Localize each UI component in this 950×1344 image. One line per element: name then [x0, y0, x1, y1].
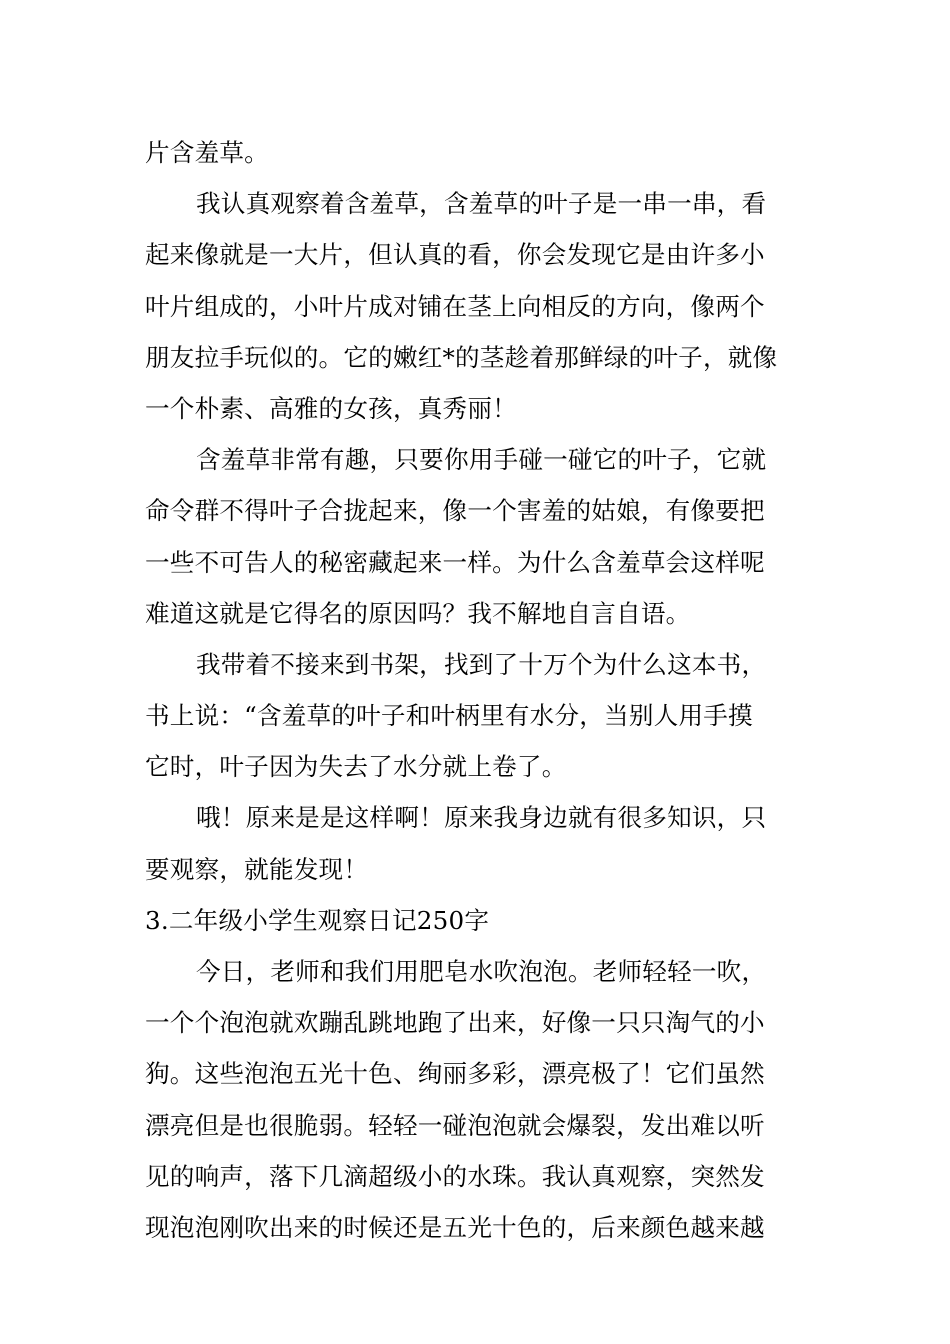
text-line: 我带着不接来到书架，找到了十万个为什么这本书， — [196, 649, 767, 679]
document-body — [145, 127, 815, 1253]
text-line: 今日，老师和我们用肥皂水吹泡泡。老师轻轻一吹， — [196, 957, 767, 986]
text-line: 它时，叶子因为失去了水分就上卷了。 — [145, 752, 567, 782]
text-line: 一些不可告人的秘密藏起来一样。为什么含羞草会这样呢 — [145, 547, 765, 577]
section-heading — [145, 895, 815, 946]
paragraph-4 — [145, 639, 815, 793]
text-line: 命令群不得叶子合拢起来，像一个害羞的姑娘，有像要把 — [145, 496, 765, 526]
paragraph-2 — [145, 178, 815, 434]
paragraph-5 — [145, 792, 815, 894]
text-line: 现泡泡刚吹出来的时候还是五光十色的，后来颜色越来越 — [145, 1212, 765, 1242]
text-line: 叶片组成的，小叶片成对铺在茎上向相反的方向，像两个 — [145, 291, 765, 321]
text-line: 见的响声，落下几滴超级小的水珠。我认真观察，突然发 — [145, 1161, 765, 1191]
paragraph-3 — [145, 434, 815, 639]
text-line: 要观察，就能发现！ — [145, 854, 369, 884]
paragraph-1 — [145, 127, 815, 178]
text-line: 一个朴素、高雅的女孩，真秀丽！ — [145, 393, 517, 423]
heading-text: 3.二年级小学生观察日记250字 — [145, 905, 490, 935]
text-line: 狗。这些泡泡五光十色、绚丽多彩，漂亮极了！它们虽然 — [145, 1059, 765, 1089]
text-line: 书上说：“含羞草的叶子和叶柄里有水分，当别人用手摸 — [145, 701, 753, 731]
text-line: 片含羞草。 — [145, 138, 269, 167]
text-line: 起来像就是一大片，但认真的看，你会发现它是由许多小 — [145, 240, 765, 270]
paragraph-6 — [145, 946, 815, 1253]
text-line: 难道这就是它得名的原因吗？我不解地自言自语。 — [145, 598, 691, 628]
text-line: 朋友拉手玩似的。它的嫩红*的茎趁着那鲜绿的叶子，就像 — [145, 342, 778, 372]
text-line: 我认真观察着含羞草，含羞草的叶子是一串一串，看 — [196, 189, 767, 219]
text-line: 含羞草非常有趣，只要你用手碰一碰它的叶子，它就 — [196, 445, 767, 475]
text-line: 漂亮但是也很脆弱。轻轻一碰泡泡就会爆裂，发出难以听 — [145, 1110, 765, 1140]
text-line: 一个个泡泡就欢蹦乱跳地跑了出来，好像一只只淘气的小 — [145, 1008, 765, 1038]
text-line: 哦！原来是是这样啊！原来我身边就有很多知识，只 — [196, 803, 767, 833]
